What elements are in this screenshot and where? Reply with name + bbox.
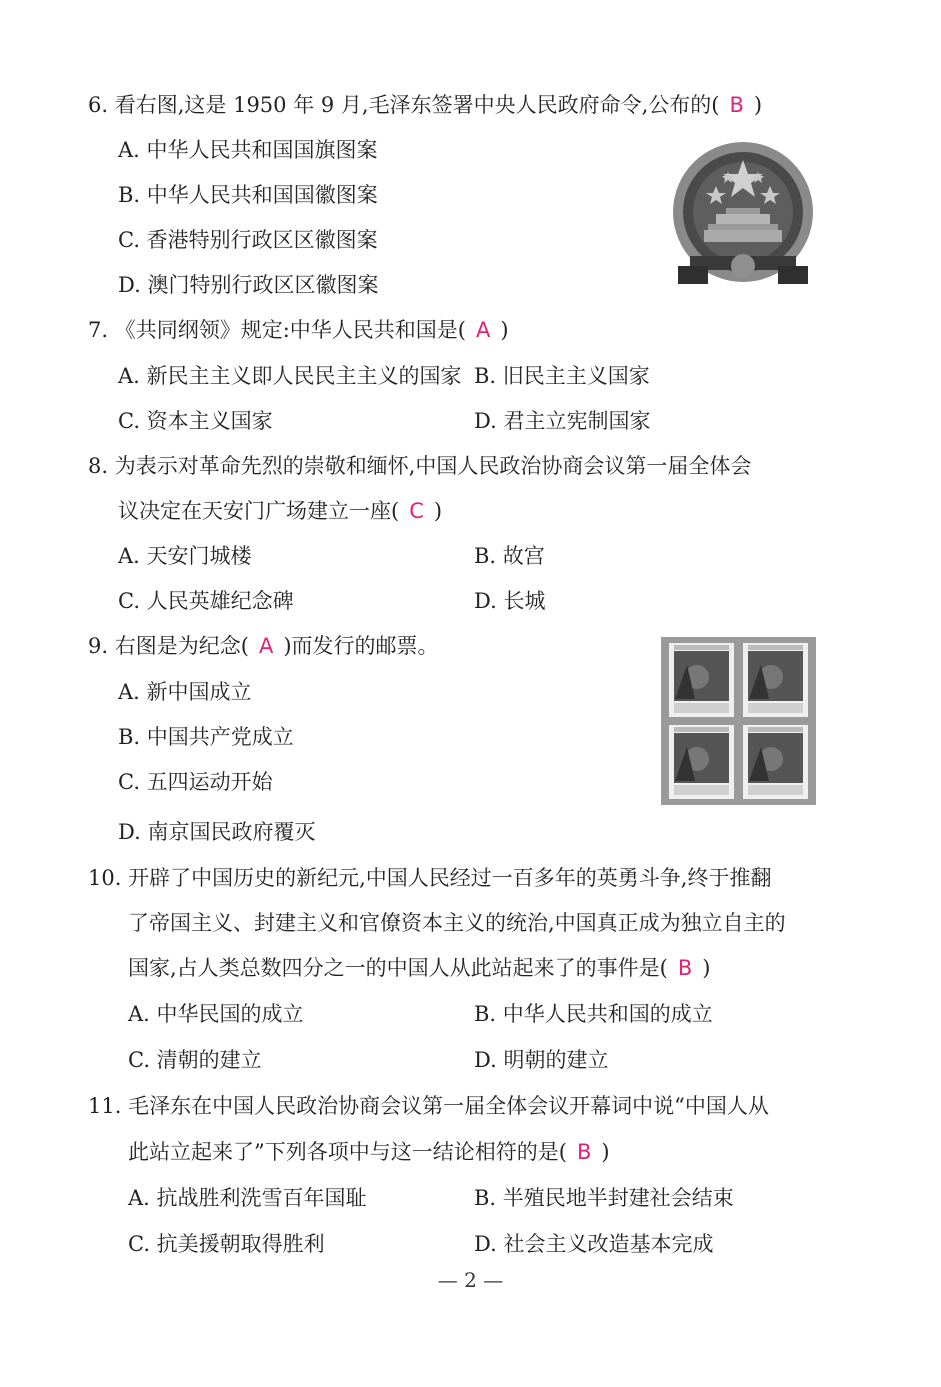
option-10c: C. 清朝的建立 [128, 1048, 262, 1072]
option-10d: D. 明朝的建立 [474, 1048, 609, 1072]
option-11d: D. 社会主义改造基本完成 [474, 1232, 714, 1256]
option-11c: C. 抗美援朝取得胜利 [128, 1232, 325, 1256]
option-8d: D. 长城 [474, 589, 546, 613]
option-8c: C. 人民英雄纪念碑 [118, 589, 294, 613]
option-10b: B. 中华人民共和国的成立 [474, 1002, 713, 1026]
answer-7: A [476, 318, 491, 342]
option-11a: A. 抗战胜利洗雪百年国耻 [128, 1186, 367, 1210]
question-11-stem-line1: 11. 毛泽东在中国人民政治协商会议第一届全体会议开幕词中说“中国人从 [88, 1094, 769, 1118]
question-8-stem-line1: 8. 为表示对革命先烈的崇敬和缅怀,中国人民政治协商会议第一届全体会 [88, 454, 752, 478]
option-10a: A. 中华民国的成立 [128, 1002, 304, 1026]
option-7a: A. 新民主主义即人民民主主义的国家 [118, 364, 462, 388]
answer-10: B [677, 956, 693, 980]
option-9a: A. 新中国成立 [118, 680, 252, 704]
answer-6: B [729, 93, 744, 117]
answer-9: A [258, 634, 274, 658]
question-10-stem-line1: 10. 开辟了中国历史的新纪元,中国人民经过一百多年的英勇斗争,终于推翻 [88, 866, 772, 890]
question-10-stem-line3: 国家,占人类总数四分之一的中国人从此站起来了的事件是( B ) [128, 956, 711, 980]
option-6a: A. 中华人民共和国国旗图案 [118, 138, 378, 162]
option-11b: B. 半殖民地半封建社会结束 [474, 1186, 734, 1210]
option-6d: D. 澳门特别行政区区徽图案 [118, 273, 379, 297]
option-8b: B. 故宫 [474, 544, 545, 568]
option-7d: D. 君主立宪制国家 [474, 409, 651, 433]
option-9d: D. 南京国民政府覆灭 [118, 820, 316, 844]
option-9b: B. 中国共产党成立 [118, 725, 294, 749]
question-10-stem-line2: 了帝国主义、封建主义和官僚资本主义的统治,中国真正成为独立自主的 [128, 911, 786, 935]
question-8-stem-line2: 议决定在天安门广场建立一座( C ) [118, 499, 443, 523]
question-7-stem: 7. 《共同纲领》规定:中华人民共和国是( A ) [88, 318, 509, 342]
national-emblem-image [668, 138, 818, 294]
commemorative-stamps-image [661, 637, 816, 805]
page-number: — 2 — [437, 1268, 504, 1292]
question-6-stem: 6. 看右图,这是 1950 年 9 月,毛泽东签署中央人民政府命令,公布的( B ) [88, 93, 763, 117]
option-9c: C. 五四运动开始 [118, 770, 273, 794]
question-9-stem: 9. 右图是为纪念( A )而发行的邮票。 [88, 634, 439, 658]
option-7b: B. 旧民主主义国家 [474, 364, 650, 388]
answer-8: C [409, 499, 424, 523]
option-8a: A. 天安门城楼 [118, 544, 252, 568]
option-6c: C. 香港特别行政区区徽图案 [118, 228, 378, 252]
option-6b: B. 中华人民共和国国徽图案 [118, 183, 378, 207]
option-7c: C. 资本主义国家 [118, 409, 273, 433]
question-11-stem-line2: 此站立起来了”下列各项中与这一结论相符的是( B ) [128, 1140, 610, 1164]
answer-11: B [576, 1140, 592, 1164]
